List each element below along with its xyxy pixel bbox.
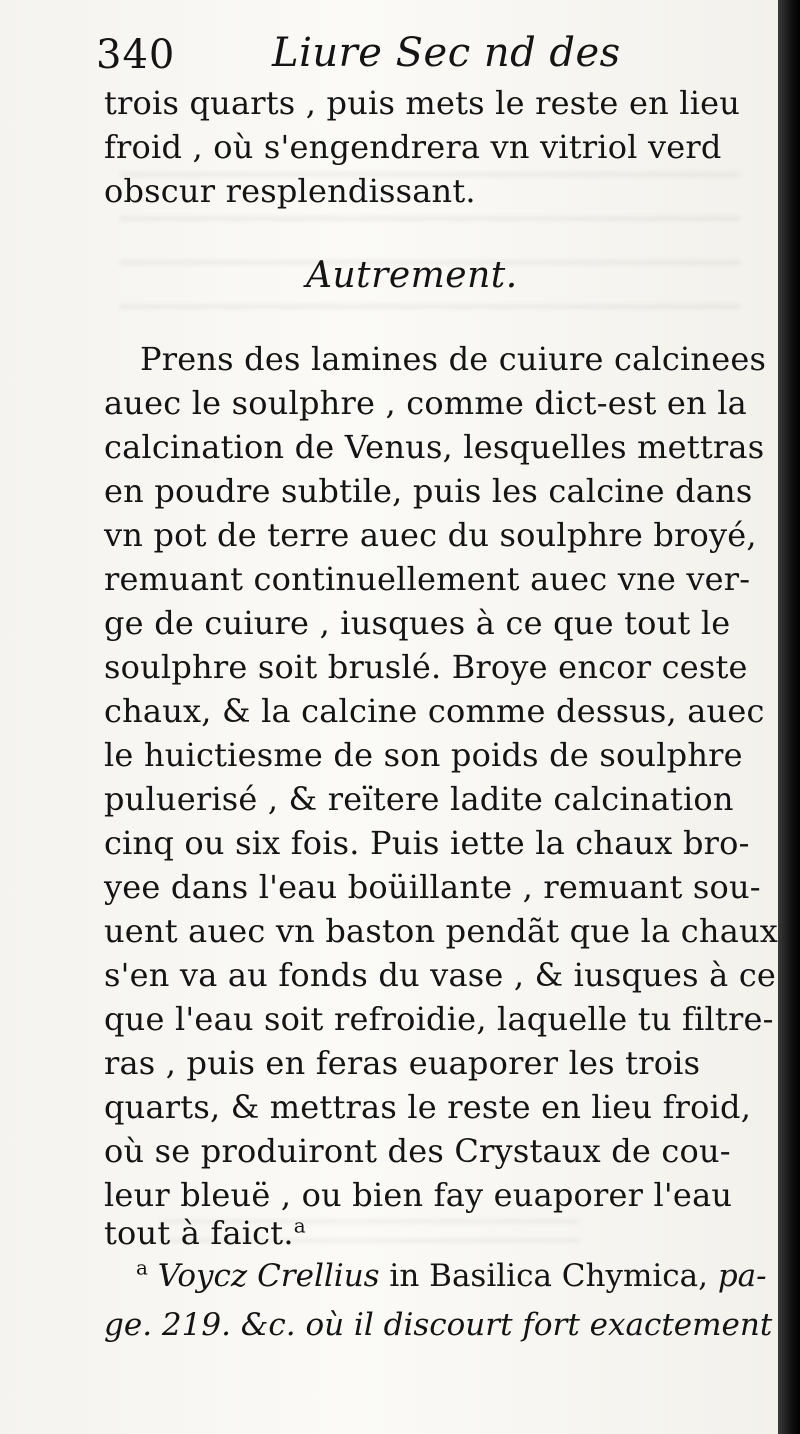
text-line: ge de cuiure , iusques à ce que tout le	[104, 604, 731, 642]
text-line: Prens des lamines de cuiure calcinees	[140, 340, 767, 378]
footnote-author: Voycz Crellius	[157, 1258, 380, 1294]
footnote-title: in Basilica Chymica,	[379, 1258, 708, 1294]
footnote-marker: a	[136, 1255, 148, 1280]
footnote	[136, 1253, 767, 1299]
text-line: yee dans l'eau boüillante , remuant sou-	[104, 868, 761, 906]
text-line: vn pot de terre auec du soulphre broyé,	[104, 516, 757, 554]
text-line: soulphre soit bruslé. Broye encor ceste	[104, 648, 748, 686]
text-line: puluerisé , & reïtere ladite calcination	[104, 780, 734, 818]
book-spine-shadow	[778, 0, 800, 1434]
text-line: uent auec vn baston pendãt que la chaux	[104, 912, 779, 950]
text-line: trois quarts , puis mets le reste en lieu	[104, 84, 741, 122]
running-title: Liure Sec nd des	[272, 30, 621, 76]
page-header	[96, 24, 656, 78]
text-line: que l'eau soit refroidie, laquelle tu filtre-	[104, 1000, 774, 1038]
text-line: auec le soulphre , comme dict-est en la	[104, 384, 747, 422]
text-line: s'en va au fonds du vase , & iusques à ce	[104, 956, 777, 994]
note-marker: a	[293, 1213, 306, 1238]
text-line: chaux, & la calcine comme dessus, auec	[104, 692, 765, 730]
text-line: froid , où s'engendrera vn vitriol verd	[104, 128, 722, 166]
section-heading: Autrement.	[306, 255, 518, 296]
last-text-line	[104, 1210, 306, 1256]
text-line: obscur resplendissant.	[104, 172, 476, 210]
footnote-line: ge. 219. &c. où il discourt fort exactement	[104, 1307, 773, 1343]
text-line: cinq ou six fois. Puis iette la chaux bro-	[104, 824, 750, 862]
page-number: 340	[96, 32, 176, 78]
text-line: en poudre subtile, puis les calcine dans	[104, 472, 753, 510]
footnote-page-label: pa-	[707, 1258, 767, 1294]
text-line: quarts, & mettras le reste en lieu froid,	[104, 1088, 752, 1126]
text-line: ras , puis en feras euaporer les trois	[104, 1044, 701, 1082]
text-line: remuant continuellement auec vne ver-	[104, 560, 751, 598]
text-line: leur bleuë , ou bien fay euaporer l'eau	[104, 1176, 733, 1214]
text-span: tout à faict.	[104, 1214, 294, 1252]
text-line: le huictiesme de son poids de soulphre	[104, 736, 743, 774]
text-line: où se produiront des Crystaux de cou-	[104, 1132, 731, 1170]
text-line: calcination de Venus, lesquelles mettras	[104, 428, 765, 466]
